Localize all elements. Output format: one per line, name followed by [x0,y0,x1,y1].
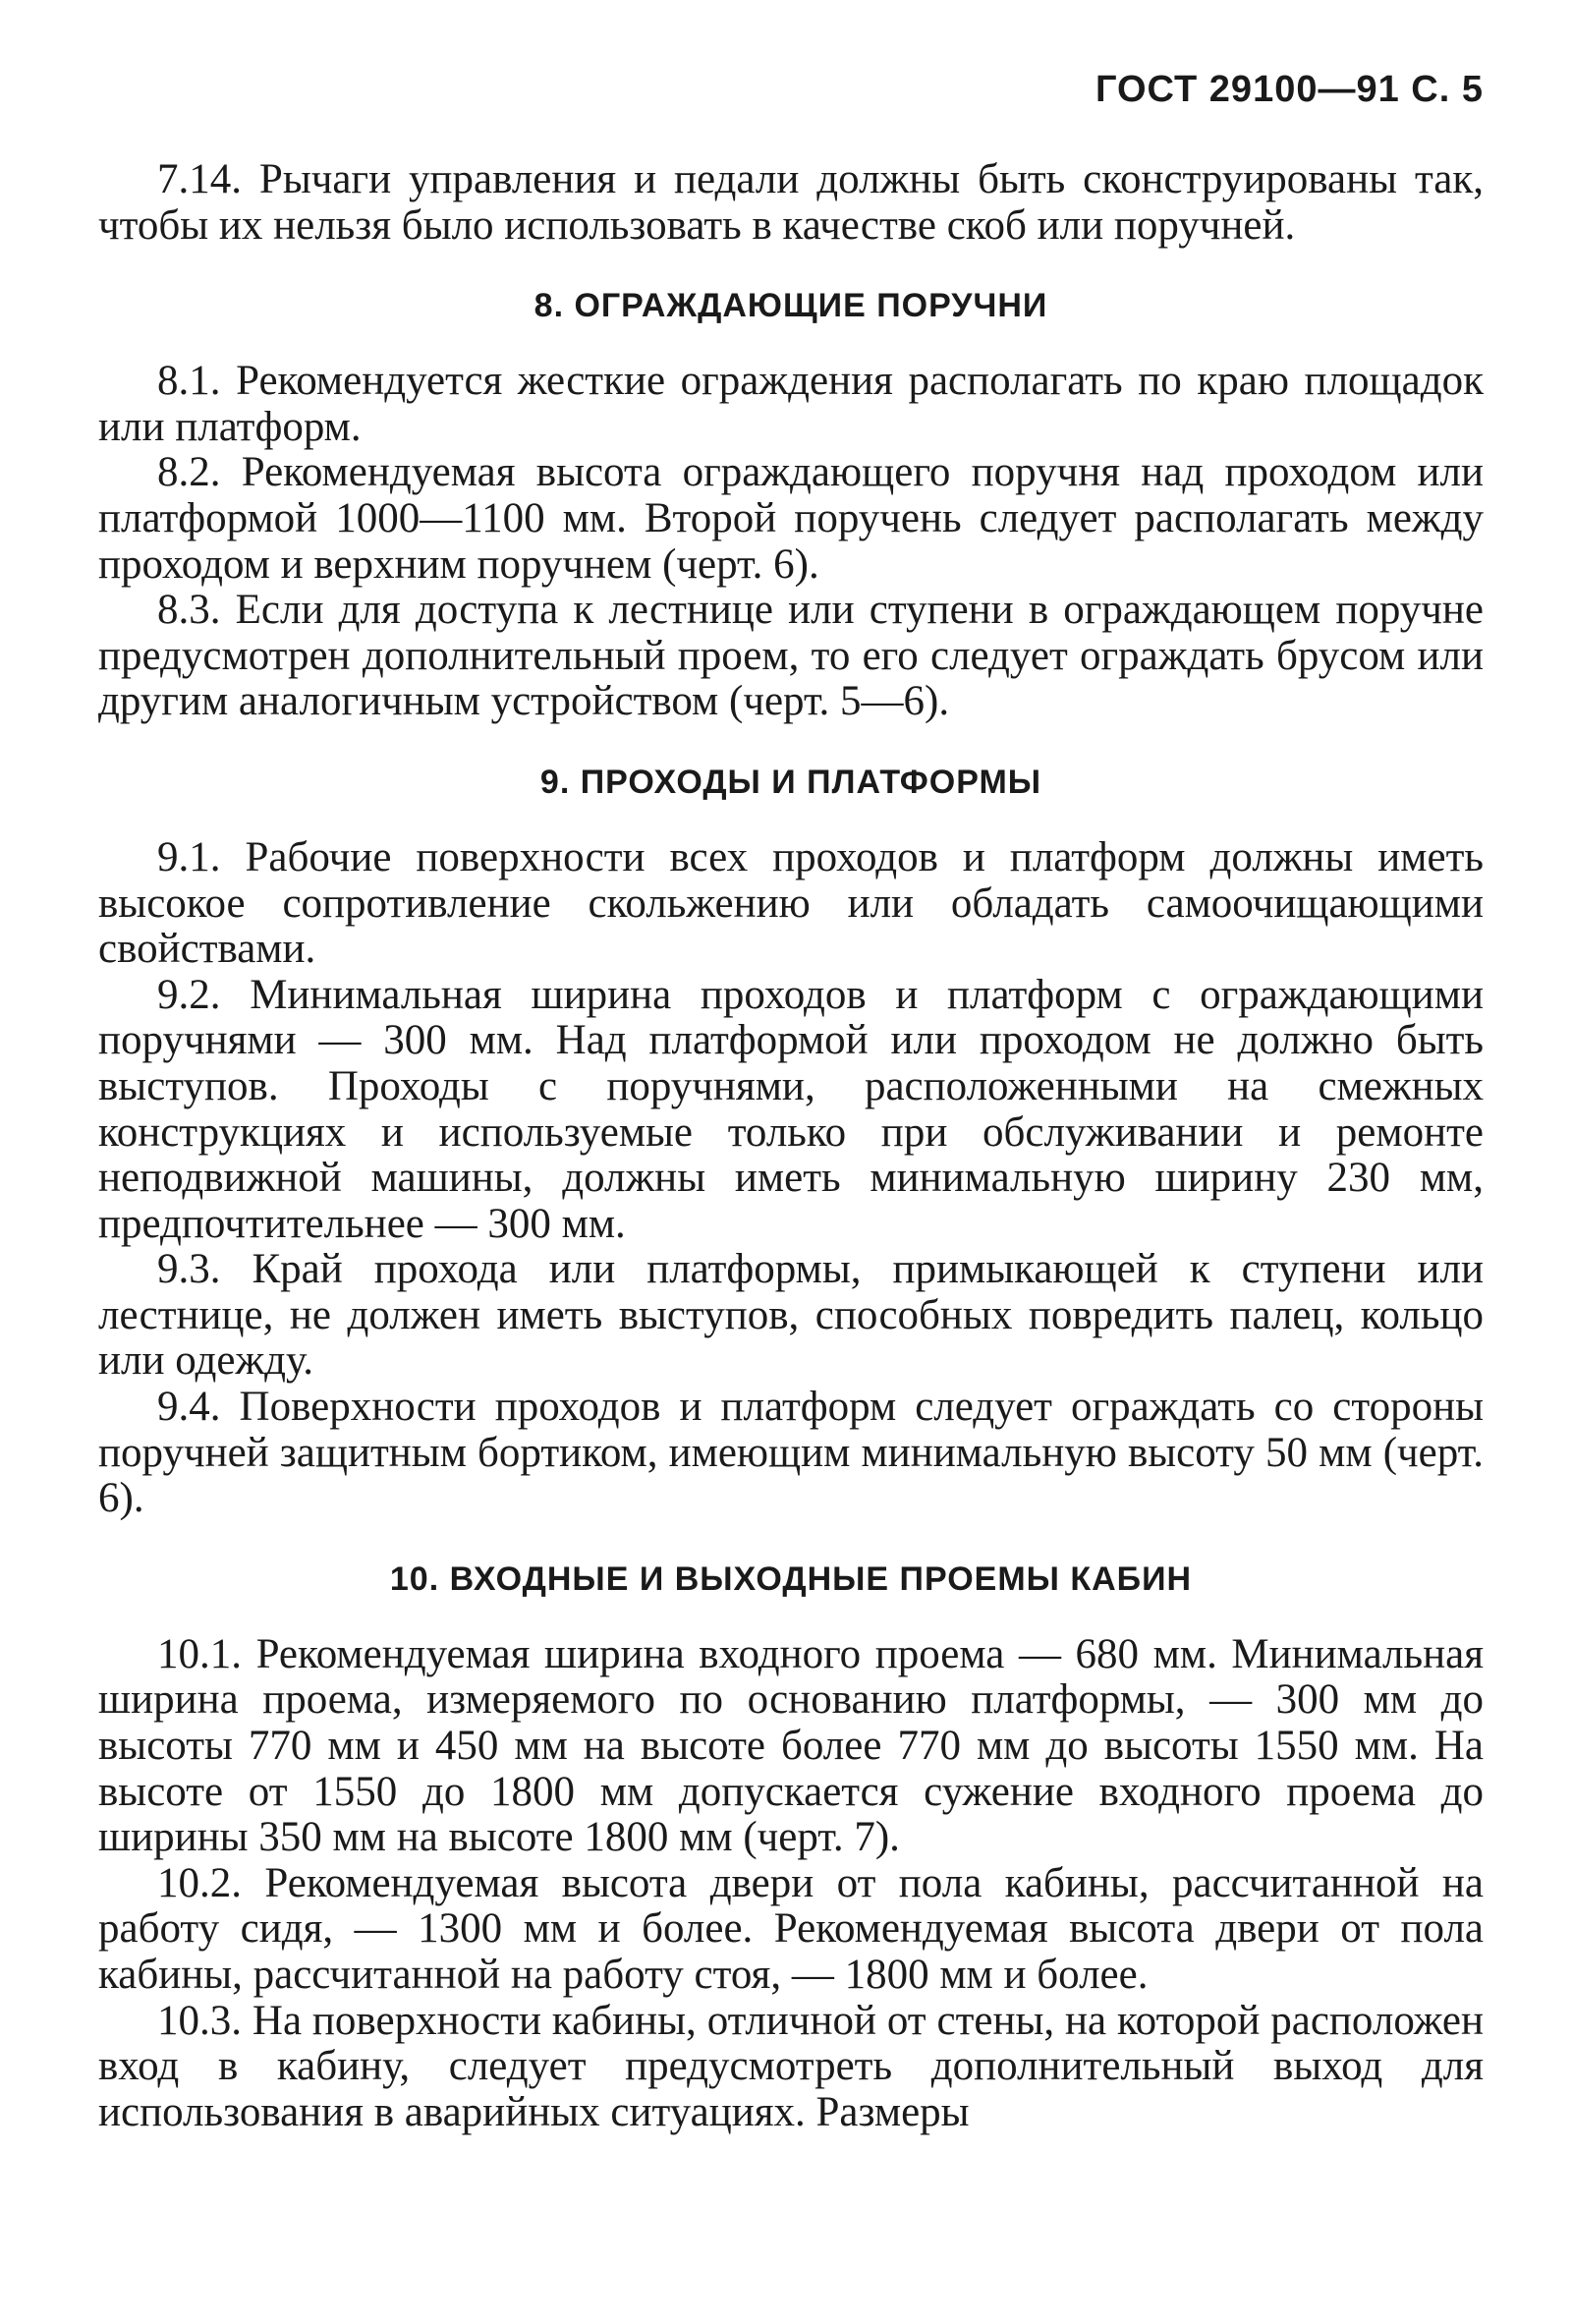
paragraph-9-4: 9.4. Поверхности проходов и платформ следует ограждать со стороны поручней защитным бортиком, имеющим минимальную высоту 50 мм (черт. 6). [98,1384,1484,1522]
paragraph-8-2: 8.2. Рекомендуемая высота ограждающего поручня над проходом или платформой 1000—1100 мм. Второй поручень следует располагать между проходом и верхним поручнем (черт. 6). [98,449,1484,588]
paragraph-8-3: 8.3. Если для доступа к лестнице или ступени в ограждающем поручне предусмотрен дополнительный проем, то его следует ограждать брусом или другим аналогичным устройством (черт. 5—6). [98,587,1484,725]
paragraph-10-1: 10.1. Рекомендуемая ширина входного проема — 680 мм. Минимальная ширина проема, измеряемого по основанию платформы, — 300 мм до высоты 770 мм и 450 мм на высоте более 770 мм до высоты 1550 мм. На высоте от 1550 до 1800 мм допускается сужение входного проема до ширины 350 мм на высоте 1800 мм (черт. 7). [98,1630,1484,1861]
paragraph-10-3: 10.3. На поверхности кабины, отличной от стены, на которой расположен вход в кабину, следует предусмотреть дополнительный выход для использования в аварийных ситуациях. Размеры [98,1997,1484,2135]
section-heading-10: 10. ВХОДНЫЕ И ВЫХОДНЫЕ ПРОЕМЫ КАБИН [389,1559,1193,1598]
paragraph-7-14: 7.14. Рычаги управления и педали должны быть сконструированы так, чтобы их нельзя было использовать в качестве скоб или поручней. [98,156,1484,249]
paragraph-10-2: 10.2. Рекомендуемая высота двери от пола кабины, рассчитанной на работу сидя, — 1300 мм и более. Рекомендуемая высота двери от пола кабины, рассчитанной на работу стоя, — 1800 мм и более. [98,1859,1484,1998]
running-header: ГОСТ 29100—91 С. 5 [1095,69,1484,110]
section-heading-9: 9. ПРОХОДЫ И ПЛАТФОРМЫ [539,763,1042,801]
section-continuation [98,157,1484,249]
section-9 [98,763,1484,1522]
document-body [98,157,1484,2135]
paragraph-9-3: 9.3. Край прохода или платформы, примыкающей к ступени или лестнице, не должен иметь выступов, способных повредить палец, кольцо или одежду. [98,1246,1484,1385]
paragraph-9-1: 9.1. Рабочие поверхности всех проходов и платформ должны иметь высокое сопротивление скольжению или обладать самоочищающими свойствами. [98,833,1484,973]
section-10 [98,1559,1484,2136]
paragraph-9-2: 9.2. Минимальная ширина проходов и платформ с ограждающими поручнями — 300 мм. Над платформой или проходом не должно быть выступов. Проходы с поручнями, расположенными на смежных конструкциях и используемые только при обслуживании и ремонте неподвижной машины, должны иметь минимальную ширину 230 мм, предпочтительнее — 300 мм. [98,971,1484,1247]
section-heading-8: 8. ОГРАЖДАЮЩИЕ ПОРУЧНИ [533,287,1048,325]
paragraph-8-1: 8.1. Рекомендуется жесткие ограждения располагать по краю площадок или платформ. [98,358,1484,450]
section-8 [98,286,1484,725]
